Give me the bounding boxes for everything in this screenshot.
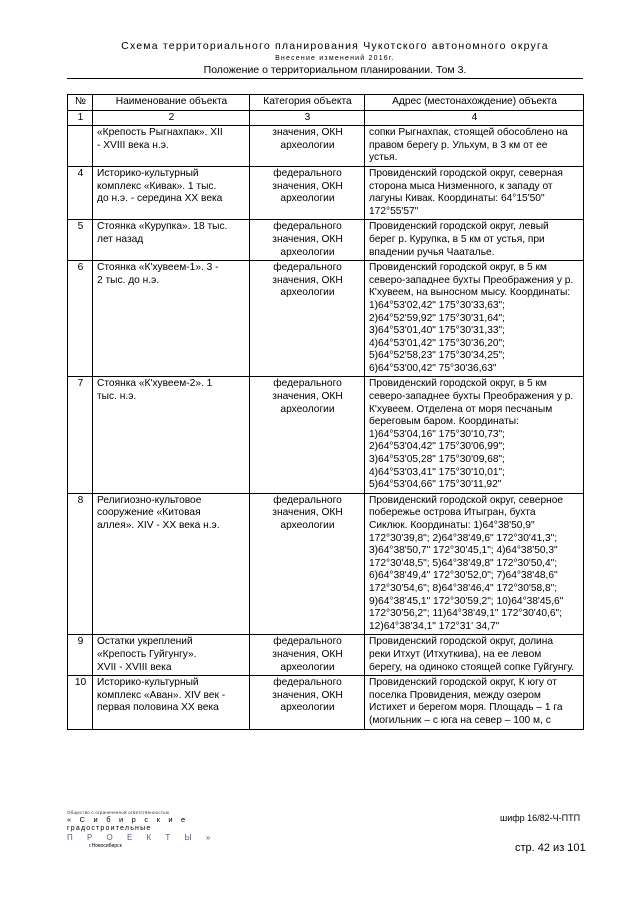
object-address-line: Провиденский городской округ, долина (369, 636, 554, 648)
object-category-line: археологии (280, 193, 335, 205)
object-name-line: Остатки укреплений (97, 636, 193, 648)
object-name-line: тыс. н.э. (97, 391, 137, 403)
object-address-line: сторона мыса Низменного, к западу от (369, 180, 553, 192)
object-name-line: Стоянка «Курупка». 18 тыс. (97, 221, 228, 233)
object-name-line: сооружение «Китовая (97, 507, 201, 519)
row-number (68, 377, 93, 493)
object-address-line: Провиденский городской округ, левый (369, 221, 549, 233)
object-address (365, 261, 584, 377)
object-address-line: Провиденский городской округ, северное (369, 494, 564, 506)
object-category-line: федерального (273, 262, 342, 274)
row-number (68, 166, 93, 219)
object-name-line: XVII - XVIII века (97, 661, 172, 673)
col-number: 4 (365, 110, 584, 126)
object-address-line: 172°30'48,5"; 5)64°38'49,8" 172°30'50,4"; (369, 557, 558, 569)
row-number-line: 4 (77, 167, 84, 179)
object-address-line: 4)64°53'03,41" 175°30'10,01"; (369, 466, 505, 478)
object-address-line: 6)64°53'00,42" 75°30'36,63" (369, 362, 497, 374)
object-name-line: Историко-культурный (97, 677, 199, 689)
col-header-number: № (68, 95, 93, 111)
object-address-line: (могильник – с юга на север – 100 м, с (369, 714, 551, 726)
object-address-line: Провиденский городской округ, северная (369, 167, 563, 179)
object-category-line: федерального (273, 221, 342, 233)
object-category-line: значения, ОКН (272, 233, 343, 245)
company-logo (67, 810, 267, 849)
document-subtitle: Внесение изменений 2016г. (275, 55, 395, 62)
row-number (68, 493, 93, 635)
object-name-line: Историко-культурный (97, 167, 199, 179)
document-title: Схема территориального планирования Чукотского автономного округа (121, 40, 549, 52)
object-category-line: федерального (273, 677, 342, 689)
object-category (250, 166, 365, 219)
col-number: 3 (250, 110, 365, 126)
object-category-line: федерального (273, 494, 342, 506)
object-category-line: значения, ОКН (272, 274, 343, 286)
table-row (68, 635, 584, 676)
row-number (68, 261, 93, 377)
object-category (250, 493, 365, 635)
object-address-line: Провиденский городской округ, в 5 км (369, 378, 547, 390)
object-name (93, 635, 250, 676)
col-number: 1 (68, 110, 93, 126)
row-number (68, 126, 93, 167)
object-address-line: 2)64°52'59,92" 175°30'31,64"; (369, 312, 505, 324)
object-name (93, 261, 250, 377)
logo-line-1: « С и б и р с к и е (67, 815, 189, 824)
object-category-line: значения, ОКН (272, 391, 343, 403)
row-number-line: 5 (77, 221, 84, 233)
row-number-line: 7 (77, 378, 84, 390)
org-form-text: Общество с ограниченной ответственностью (67, 810, 170, 815)
object-category (250, 377, 365, 493)
object-address-line: 9)64°38'45,1" 172°30'59,2"; 10)64°38'45,6" (369, 595, 564, 607)
object-category-line: археологии (280, 520, 335, 531)
object-address-line: К'хувеем, на выносном мысу. Координаты: (369, 287, 571, 299)
logo-line-2: градостроительные (67, 825, 152, 832)
table-column-numbers-row (68, 110, 584, 126)
header-divider (67, 78, 583, 79)
logo-line-3: П Р О Е К Т Ы » (67, 833, 217, 842)
object-address (365, 676, 584, 729)
object-category-line: археологии (280, 246, 335, 258)
col-header-address: Адрес (местонахождение) объекта (365, 95, 584, 111)
row-number (68, 635, 93, 676)
objects-table (67, 94, 584, 730)
object-category-line: значения, ОКН (272, 648, 343, 660)
object-name (93, 126, 250, 167)
logo-city: г.Новосибирск (89, 843, 122, 849)
table-row (68, 493, 584, 635)
object-name (93, 166, 250, 219)
object-name (93, 493, 250, 635)
object-category-line: значения, ОКН (272, 180, 343, 192)
object-address-line: 3)64°53'05,28" 175°30'09,68"; (369, 454, 505, 466)
object-address-line: 172°55'57" (369, 205, 419, 217)
object-address (365, 220, 584, 261)
object-address-line: побережье острова Итыгран, бухта (369, 507, 536, 519)
object-category-line: федерального (273, 378, 342, 390)
object-category-line: значения, ОКН (272, 507, 343, 519)
object-category-line: федерального (273, 636, 342, 648)
object-address-line: реки Итхут (Итхуткива), на ее левом (369, 648, 542, 660)
table-body (68, 126, 584, 729)
object-name-line: до н.э. - середина XX века (97, 193, 223, 205)
object-address-line: 3)64°38'50,7" 172°30'45,1"; 4)64°38'50,3" (369, 545, 558, 557)
object-category-line: археологии (280, 403, 335, 415)
table-row (68, 126, 584, 167)
row-number-line: 6 (77, 262, 84, 274)
object-category-line: федерального (273, 167, 342, 179)
object-name-line: Стоянка «К'хувеем-1». 3 - (97, 262, 219, 274)
object-address-line: 6)64°38'49,4" 172°30'52,0"; 7)64°38'48,6" (369, 570, 558, 582)
object-category (250, 220, 365, 261)
object-name (93, 676, 250, 729)
object-address-line: К'хувеем. Отделена от моря песчаным (369, 403, 553, 415)
object-address-line: берег р. Курупка, в 5 км от устья, при (369, 233, 545, 245)
col-header-category: Категория объекта (250, 95, 365, 111)
object-name-line: первая половина XX века (97, 702, 219, 714)
object-category (250, 126, 365, 167)
table-header-row (68, 95, 584, 111)
object-category-line: археологии (280, 139, 335, 151)
table-row (68, 166, 584, 219)
object-name-line: 2 тыс. до н.э. (97, 274, 160, 286)
object-name (93, 220, 250, 261)
object-name (93, 377, 250, 493)
object-address-line: Провиденский городской округ, в 5 км (369, 262, 547, 274)
row-number (68, 220, 93, 261)
table-row (68, 261, 584, 377)
object-address-line: устья. (369, 152, 398, 164)
object-address-line: 1)64°53'02,42" 175°30'33,63"; (369, 299, 505, 311)
col-header-name: Наименование объекта (93, 95, 250, 111)
document-cipher: шифр 16/82-Ч-ПТП (500, 813, 581, 823)
object-name-line: - XVIII века н.э. (97, 139, 169, 151)
row-number (68, 676, 93, 729)
object-address-line: северо-западнее бухты Преображения у р. (369, 391, 574, 403)
object-address (365, 126, 584, 167)
table-row (68, 220, 584, 261)
object-address-line: 3)64°53'01,40" 175°30'31,33"; (369, 325, 505, 337)
object-address-line: сопки Рыгнахпак, стоящей обособлено на (369, 127, 568, 139)
object-name-line: «Крепость Рыгнахпак». XII (97, 127, 223, 139)
object-address-line: Истихет и берегом моря. Площадь – 1 га (369, 702, 563, 714)
object-address-line: 2)64°53'04,42" 175°30'06,99"; (369, 441, 505, 453)
object-address-line: 5)64°53'04,66" 175°30'11,92" (369, 479, 502, 491)
object-address-line: 1)64°53'04,16" 175°30'10,73"; (369, 428, 505, 440)
page-number: стр. 42 из 101 (515, 842, 586, 854)
object-address-line: 12)64°38'34,1" 172°31' 34,7" (369, 620, 500, 632)
object-address-line: Провиденский городской округ, К югу от (369, 677, 557, 689)
object-address-line: впадении ручья Чааталье. (369, 246, 495, 258)
object-address-line: 172°30'56,2"; 11)64°38'49,1" 172°30'40,6"; (369, 608, 562, 620)
object-name-line: Стоянка «К'хувеем-2». 1 (97, 378, 213, 390)
object-name-line: комплекс «Аван». XIV век - (97, 689, 226, 701)
object-address (365, 166, 584, 219)
object-name-line: аллея». XIV - XX века н.э. (97, 520, 220, 531)
row-number-line: 10 (74, 677, 87, 689)
object-address-line: поселка Провидения, между озером (369, 689, 541, 701)
object-address (365, 493, 584, 635)
object-address-line: Сиклюк. Координаты: 1)64°38'50,9" (369, 520, 535, 531)
table-row (68, 377, 584, 493)
object-address-line: лагуны Кивак. Координаты: 64°15'50" (369, 193, 545, 205)
object-address (365, 635, 584, 676)
object-name-line: «Крепость Гуйгунгу». (97, 648, 197, 660)
object-category-line: значения, ОКН (272, 127, 343, 139)
object-name-line: лет назад (97, 233, 144, 245)
object-category (250, 676, 365, 729)
object-address-line: 172°30'54,6"; 8)64°38'46,4" 172°30'58,8"; (369, 582, 558, 594)
object-address-line: 5)64°52'58,23" 175°30'34,25"; (369, 350, 505, 362)
object-address-line: береговым баром. Координаты: (369, 416, 519, 428)
row-number-line: 9 (77, 636, 84, 648)
object-address-line: северо-западнее бухты Преображения у р. (369, 274, 574, 286)
table-row (68, 676, 584, 729)
row-number-line: 8 (77, 494, 84, 506)
object-name-line: комплекс «Кивак». 1 тыс. (97, 180, 217, 192)
object-address-line: 172°30'39,8"; 2)64°38'49,6" 172°30'41,3"; (369, 532, 558, 544)
object-name-line: Религиозно-культовое (97, 494, 202, 506)
volume-title: Положение о территориальном планировании. Том 3. (203, 64, 467, 76)
object-category-line: археологии (280, 661, 335, 673)
object-address-line: берегу, на одиноко стоящей сопке Гуйгунгу. (369, 661, 575, 673)
object-category (250, 261, 365, 377)
object-category (250, 635, 365, 676)
object-address (365, 377, 584, 493)
object-category-line: археологии (280, 702, 335, 714)
object-category-line: значения, ОКН (272, 689, 343, 701)
col-number: 2 (93, 110, 250, 126)
object-category-line: археологии (280, 287, 335, 299)
object-address-line: 4)64°53'01,42" 175°30'36,20"; (369, 337, 505, 349)
object-address-line: правом берегу р. Ульхум, в 3 км от ее (369, 139, 548, 151)
